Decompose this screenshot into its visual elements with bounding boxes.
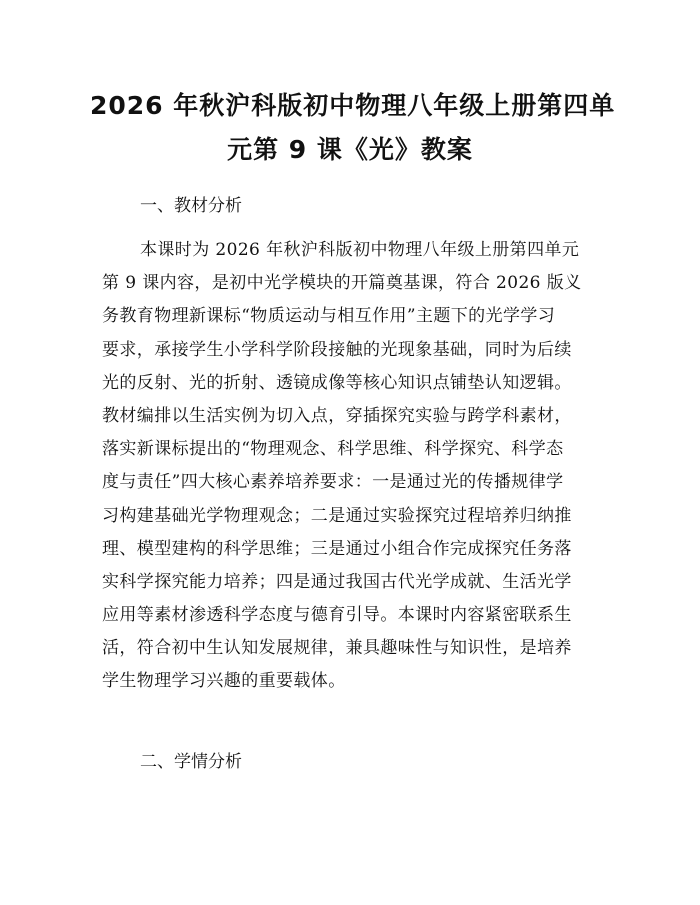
paragraph-line: 教材编排以生活实例为切入点，穿插探究实验与跨学科素材，	[102, 405, 572, 426]
paragraph-line: 落实新课标提出的“物理观念、科学思维、科学探究、科学态	[102, 439, 564, 460]
document-title	[90, 84, 616, 172]
paragraph-line: 本课时为 2026 年秋沪科版初中物理八年级上册第四单元	[140, 240, 580, 260]
paragraph-line: 第 9 课内容，是初中光学模块的开篇奠基课，符合 2026 版义	[102, 273, 582, 294]
paragraph-line: 理、模型建构的科学思维；三是通过小组合作完成探究任务落	[102, 538, 572, 559]
document-title-line-1: 2026 年秋沪科版初中物理八年级上册第四单	[90, 91, 616, 120]
paragraph-line: 应用等素材渗透科学态度与德育引导。本课时内容紧密联系生	[102, 605, 572, 626]
paragraph-line: 光的反射、光的折射、透镜成像等核心知识点铺垫认知逻辑。	[102, 372, 572, 393]
paragraph-line: 活，符合初中生认知发展规律，兼具趣味性与知识性，是培养	[102, 638, 572, 659]
document-title-line-2: 元第 9 课《光》教案	[227, 135, 473, 164]
textbook-analysis-paragraph	[102, 234, 602, 699]
paragraph-line: 习构建基础光学物理观念；二是通过实验探究过程培养归纳推	[102, 505, 572, 526]
paragraph-line: 学生物理学习兴趣的重要载体。	[102, 671, 346, 692]
section-heading-student-analysis: 二、学情分析	[140, 752, 242, 772]
section-heading-textbook-analysis: 一、教材分析	[140, 196, 242, 216]
paragraph-line: 务教育物理新课标“物质运动与相互作用”主题下的光学学习	[102, 306, 556, 327]
paragraph-line: 实科学探究能力培养；四是通过我国古代光学成就、生活光学	[102, 571, 572, 592]
paragraph-line: 要求，承接学生小学科学阶段接触的光现象基础，同时为后续	[102, 339, 572, 360]
paragraph-line: 度与责任”四大核心素养培养要求：一是通过光的传播规律学	[102, 472, 564, 493]
